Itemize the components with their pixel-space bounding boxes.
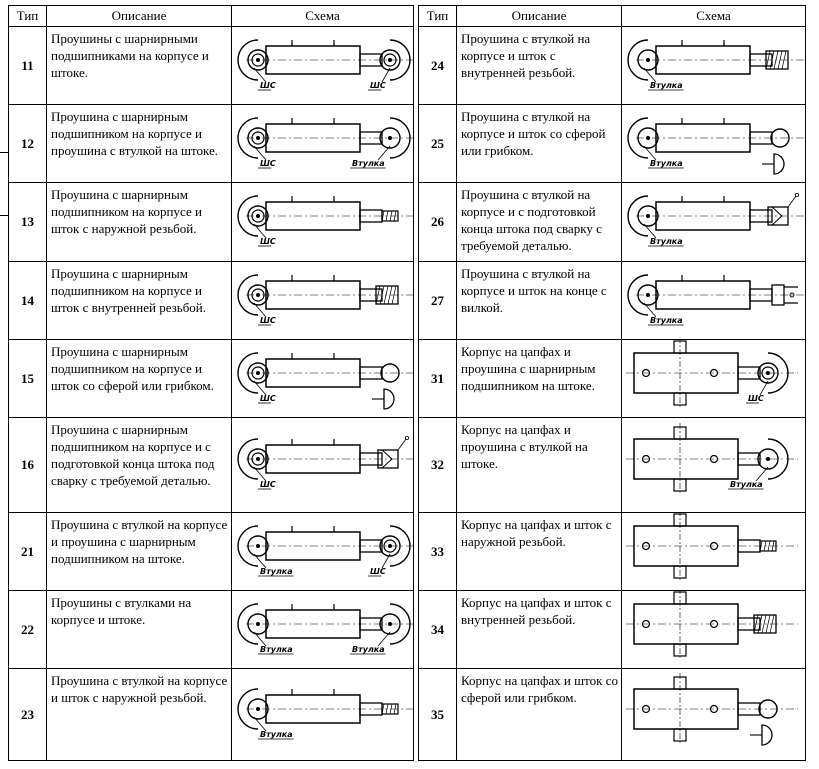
description-cell: Проушина с шарнирным подшипником на корпусе и шток со сферой или грибком. — [47, 340, 232, 418]
cylinder-schematic-31 — [622, 340, 806, 417]
right-table — [418, 5, 806, 761]
table-row — [9, 105, 414, 183]
scheme-cell — [232, 105, 414, 183]
description-cell: Проушина с втулкой на корпусе и шток с внутренней резьбой. — [457, 27, 622, 105]
table-row — [419, 27, 806, 105]
type-cell: 32 — [419, 418, 457, 513]
scheme-cell — [232, 591, 414, 669]
description-cell: Корпус на цапфах и проушина с втулкой на штоке. — [457, 418, 622, 513]
description-cell: Корпус на цапфах и шток со сферой или грибком. — [457, 669, 622, 761]
table-row — [419, 105, 806, 183]
scheme-cell — [232, 340, 414, 418]
cylinder-schematic-21 — [232, 513, 414, 590]
table-row — [419, 591, 806, 669]
svg-text:Втулка: Втулка — [352, 159, 385, 168]
description-cell: Корпус на цапфах и шток с внутренней резьбой. — [457, 591, 622, 669]
description-cell: Проушина с втулкой на корпусе и с подготовкой конца штока под сварку с требуемой деталью. — [457, 183, 622, 262]
header-type: Тип — [419, 6, 457, 27]
header-row — [419, 6, 806, 27]
type-cell: 33 — [419, 513, 457, 591]
scheme-cell — [622, 513, 806, 591]
type-cell: 24 — [419, 27, 457, 105]
cylinder-schematic-12 — [232, 105, 414, 182]
cylinder-schematic-22 — [232, 591, 414, 668]
cylinder-schematic-35 — [622, 669, 806, 760]
svg-text:Втулка: Втулка — [650, 81, 683, 90]
svg-text:ШС: ШС — [748, 394, 764, 403]
cylinder-schematic-11 — [232, 27, 414, 104]
description-cell: Проушина с шарнирным подшипником на корпусе и с подготовкой конца штока под сварку с требуемой деталью. — [47, 418, 232, 513]
scheme-cell — [622, 340, 806, 418]
table-row — [419, 513, 806, 591]
type-cell: 16 — [9, 418, 47, 513]
left-table — [8, 5, 414, 761]
description-cell: Проушина с втулкой на корпусе и шток с наружной резьбой. — [47, 669, 232, 761]
svg-text:Втулка: Втулка — [260, 567, 293, 576]
cylinder-schematic-23 — [232, 669, 414, 760]
svg-text:ШС: ШС — [370, 81, 386, 90]
cylinder-schematic-13 — [232, 183, 414, 261]
description-cell: Корпус на цапфах и шток с наружной резьбой. — [457, 513, 622, 591]
cylinder-schematic-15 — [232, 340, 414, 417]
type-cell: 26 — [419, 183, 457, 262]
header-type: Тип — [9, 6, 47, 27]
type-cell: 13 — [9, 183, 47, 262]
type-cell: 23 — [9, 669, 47, 761]
svg-text:Втулка: Втулка — [650, 316, 683, 325]
svg-text:Втулка: Втулка — [650, 237, 683, 246]
scheme-cell — [622, 591, 806, 669]
scheme-cell — [232, 513, 414, 591]
table-row — [9, 418, 414, 513]
cylinder-schematic-33 — [622, 513, 806, 590]
svg-text:ШС: ШС — [370, 567, 386, 576]
cylinder-schematic-27 — [622, 262, 806, 339]
scheme-cell — [622, 262, 806, 340]
table-row — [419, 183, 806, 262]
scheme-cell — [622, 27, 806, 105]
type-cell: 27 — [419, 262, 457, 340]
description-cell: Проушина с шарнирным подшипником на корпусе и проушина с втулкой на штоке. — [47, 105, 232, 183]
description-cell: Корпус на цапфах и проушина с шарнирным подшипником на штоке. — [457, 340, 622, 418]
cylinder-schematic-25 — [622, 105, 806, 182]
type-cell: 14 — [9, 262, 47, 340]
table-row — [9, 27, 414, 105]
scheme-cell — [622, 105, 806, 183]
table-row — [9, 262, 414, 340]
type-cell: 21 — [9, 513, 47, 591]
svg-text:Втулка: Втулка — [730, 480, 763, 489]
svg-text:ШС: ШС — [260, 480, 276, 489]
type-cell: 11 — [9, 27, 47, 105]
svg-text:ШС: ШС — [260, 394, 276, 403]
table-row — [419, 340, 806, 418]
cylinder-schematic-14 — [232, 262, 414, 339]
description-cell: Проушина с втулкой на корпусе и шток на конце с вилкой. — [457, 262, 622, 340]
description-cell: Проушина с шарнирным подшипником на корпусе и шток с внутренней резьбой. — [47, 262, 232, 340]
table-row — [9, 513, 414, 591]
scheme-cell — [622, 183, 806, 262]
description-cell: Проушины с шарнирными подшипниками на корпусе и штоке. — [47, 27, 232, 105]
description-cell: Проушина с шарнирным подшипником на корпусе и шток с наружной резьбой. — [47, 183, 232, 262]
cylinder-schematic-24 — [622, 27, 806, 104]
cylinder-schematic-32 — [622, 418, 806, 512]
table-row — [419, 262, 806, 340]
table-row — [9, 183, 414, 262]
scheme-cell — [232, 418, 414, 513]
cylinder-schematic-34 — [622, 591, 806, 668]
svg-text:ШС: ШС — [260, 316, 276, 325]
scheme-cell — [232, 669, 414, 761]
svg-text:Втулка: Втулка — [260, 730, 293, 739]
svg-text:Втулка: Втулка — [260, 645, 293, 654]
scheme-cell — [232, 262, 414, 340]
scheme-cell — [622, 669, 806, 761]
svg-text:ШС: ШС — [260, 159, 276, 168]
table-row — [9, 340, 414, 418]
header-description: Описание — [47, 6, 232, 27]
description-cell: Проушина с втулкой на корпусе и шток со сферой или грибком. — [457, 105, 622, 183]
scheme-cell — [232, 183, 414, 262]
svg-text:ШС: ШС — [260, 237, 276, 246]
description-cell: Проушина с втулкой на корпусе и проушина с шарнирным подшипником на штоке. — [47, 513, 232, 591]
header-scheme: Схема — [232, 6, 414, 27]
table-row — [419, 418, 806, 513]
svg-text:Втулка: Втулка — [352, 645, 385, 654]
type-cell: 12 — [9, 105, 47, 183]
header-scheme: Схема — [622, 6, 806, 27]
header-row — [9, 6, 414, 27]
scheme-cell — [622, 418, 806, 513]
type-cell: 25 — [419, 105, 457, 183]
type-cell: 34 — [419, 591, 457, 669]
table-row — [9, 591, 414, 669]
scheme-cell — [232, 27, 414, 105]
type-cell: 22 — [9, 591, 47, 669]
svg-text:ШС: ШС — [260, 81, 276, 90]
header-description: Описание — [457, 6, 622, 27]
cylinder-schematic-16 — [232, 418, 414, 512]
type-cell: 15 — [9, 340, 47, 418]
table-row — [419, 669, 806, 761]
table-row — [9, 669, 414, 761]
cylinder-schematic-26 — [622, 183, 806, 261]
type-cell: 31 — [419, 340, 457, 418]
svg-text:Втулка: Втулка — [650, 159, 683, 168]
type-cell: 35 — [419, 669, 457, 761]
description-cell: Проушины с втулками на корпусе и штоке. — [47, 591, 232, 669]
